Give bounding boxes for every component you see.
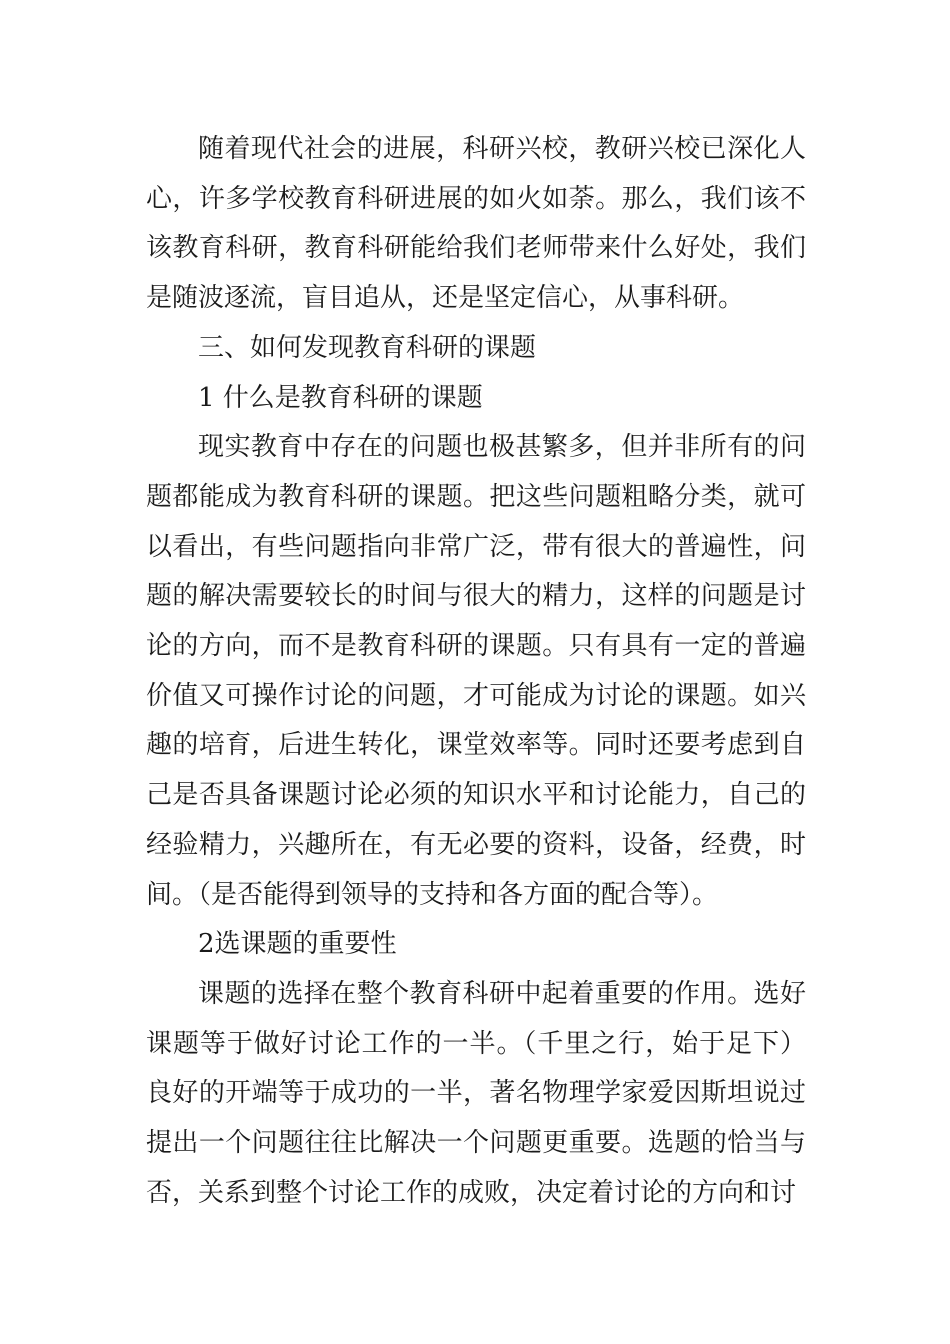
section-heading: 三、如何发现教育科研的课题 [198, 332, 537, 363]
subsection-heading: 1 什么是教育科研的课题 [198, 382, 483, 413]
body-paragraph: 课题的选择在整个教育科研中起着重要的作用。选好课题等于做好讨论工作的一半。（千里之行，始于足下）良好的开端等于成功的一半，著名物理学家爱因斯坦说过提出一个问题往往比解决一个问题更重要。选题的恰当与否，关系到整个讨论工作的成败，决定着讨论的方向和讨 [146, 978, 806, 1208]
body-paragraph: 随着现代社会的进展，科研兴校，教研兴校已深化人心，许多学校教育科研进展的如火如荼。那么，我们该不该教育科研，教育科研能给我们老师带来什么好处，我们是随波逐流，盲目追从，还是坚定信心，从事科研。 [146, 134, 806, 314]
body-paragraph: 现实教育中存在的问题也极甚繁多，但并非所有的问题都能成为教育科研的课题。把这些问题粗略分类，就可以看出，有些问题指向非常广泛，带有很大的普遍性，问题的解决需要较长的时间与很大的精力，这样的问题是讨论的方向，而不是教育科研的课题。只有具有一定的普遍价值又可操作讨论的问题，才可能成为讨论的课题。如兴趣的培育，后进生转化，课堂效率等。同时还要考虑到自己是否具备课题讨论必须的知识水平和讨论能力，自己的经验精力，兴趣所在，有无必要的资料，设备，经费，时间。（是否能得到领导的支持和各方面的配合等）。 [146, 432, 806, 910]
document-page [146, 125, 806, 1218]
subsection-heading: 2选课题的重要性 [198, 929, 397, 960]
